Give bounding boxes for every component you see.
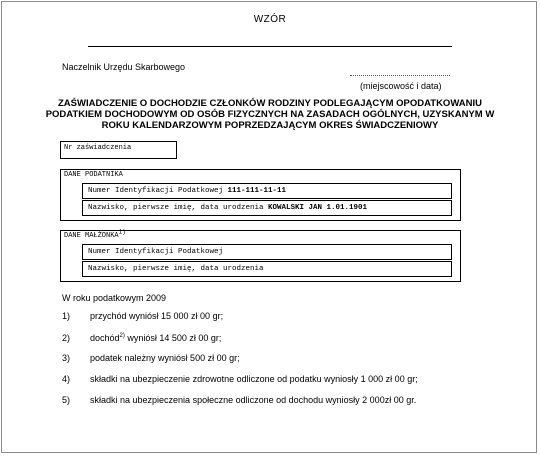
taxpayer-nip-field[interactable] — [82, 183, 452, 199]
taxpayer-section-label: DANE PODATNIKA — [64, 171, 123, 179]
item-net-income: dochód$^{2)}$ wyniósł 14 500 zł 00 gr; — [90, 333, 222, 343]
spouse-name-label: Nazwisko, pierwsze imię, data urodzenia — [88, 265, 264, 273]
item-health-contributions: składki na ubezpieczenie zdrowotne odliczone od podatku wyniosły 1 000 zł 00 gr; — [90, 374, 418, 384]
spouse-nip-label: Numer Identyfikacji Podatkowej — [88, 248, 224, 256]
header-rule — [88, 46, 452, 47]
item-social-contributions: składki na ubezpieczenia społeczne odliczone od dochodu wyniosły 2 000zł 00 gr. — [90, 395, 417, 405]
item-number: 3) — [62, 353, 71, 363]
document-title: WZÓR — [253, 14, 287, 25]
spouse-section — [60, 230, 461, 282]
taxpayer-nip-label: Numer Identyfikacji Podatkowej — [88, 187, 224, 195]
taxpayer-nip-text — [88, 187, 286, 195]
certificate-heading: ZAŚWIADCZENIE O DOCHODZIE CZŁONKÓW RODZINY PODLEGAJĄCYM OPODATKOWANIU PODATKIEM DOCHODOWYM OD OSÓB FIZYCZNYCH NA ZASADACH OGÓLNYCH, UZYSKANYM W ROKU KALENDARZOWYM POPRZEDZAJĄCYM OKRES ŚWIADCZENIOWY — [45, 98, 495, 131]
cert-number-field[interactable] — [60, 141, 177, 159]
taxpayer-name-label: Nazwisko, pierwsze imię, data urodzenia — [88, 204, 264, 212]
place-date-field[interactable] — [350, 75, 450, 76]
item-number: 1) — [62, 311, 71, 321]
item-income: przychód wyniósł 15 000 zł 00 gr; — [90, 311, 224, 321]
item-footnote-ref: 2) — [119, 333, 125, 339]
tax-year-line: W roku podatkowym 2009 — [62, 293, 167, 303]
item-number: 2) — [62, 333, 71, 343]
recipient-label: Naczelnik Urzędu Skarbowego — [62, 62, 186, 72]
cert-number-label: Nr zaświadczenia — [64, 144, 132, 152]
taxpayer-section — [60, 169, 461, 221]
spouse-name-field[interactable] — [82, 261, 452, 277]
spouse-nip-field[interactable] — [82, 244, 452, 260]
item-number: 5) — [62, 395, 71, 405]
spouse-section-label: DANE MAŁŻONKA$^{1)}$ — [64, 228, 126, 240]
item-tax-due: podatek należny wyniósł 500 zł 00 gr; — [90, 353, 240, 363]
taxpayer-name-value: KOWALSKI JAN 1.01.1901 — [268, 204, 368, 212]
spouse-footnote-ref: 1) — [118, 228, 126, 236]
taxpayer-name-text — [88, 204, 367, 212]
item-number: 4) — [62, 374, 71, 384]
place-date-label: (miejscowość i data) — [360, 81, 442, 91]
taxpayer-nip-value: 111-111-11-11 — [227, 187, 287, 195]
taxpayer-name-field[interactable] — [82, 200, 452, 216]
